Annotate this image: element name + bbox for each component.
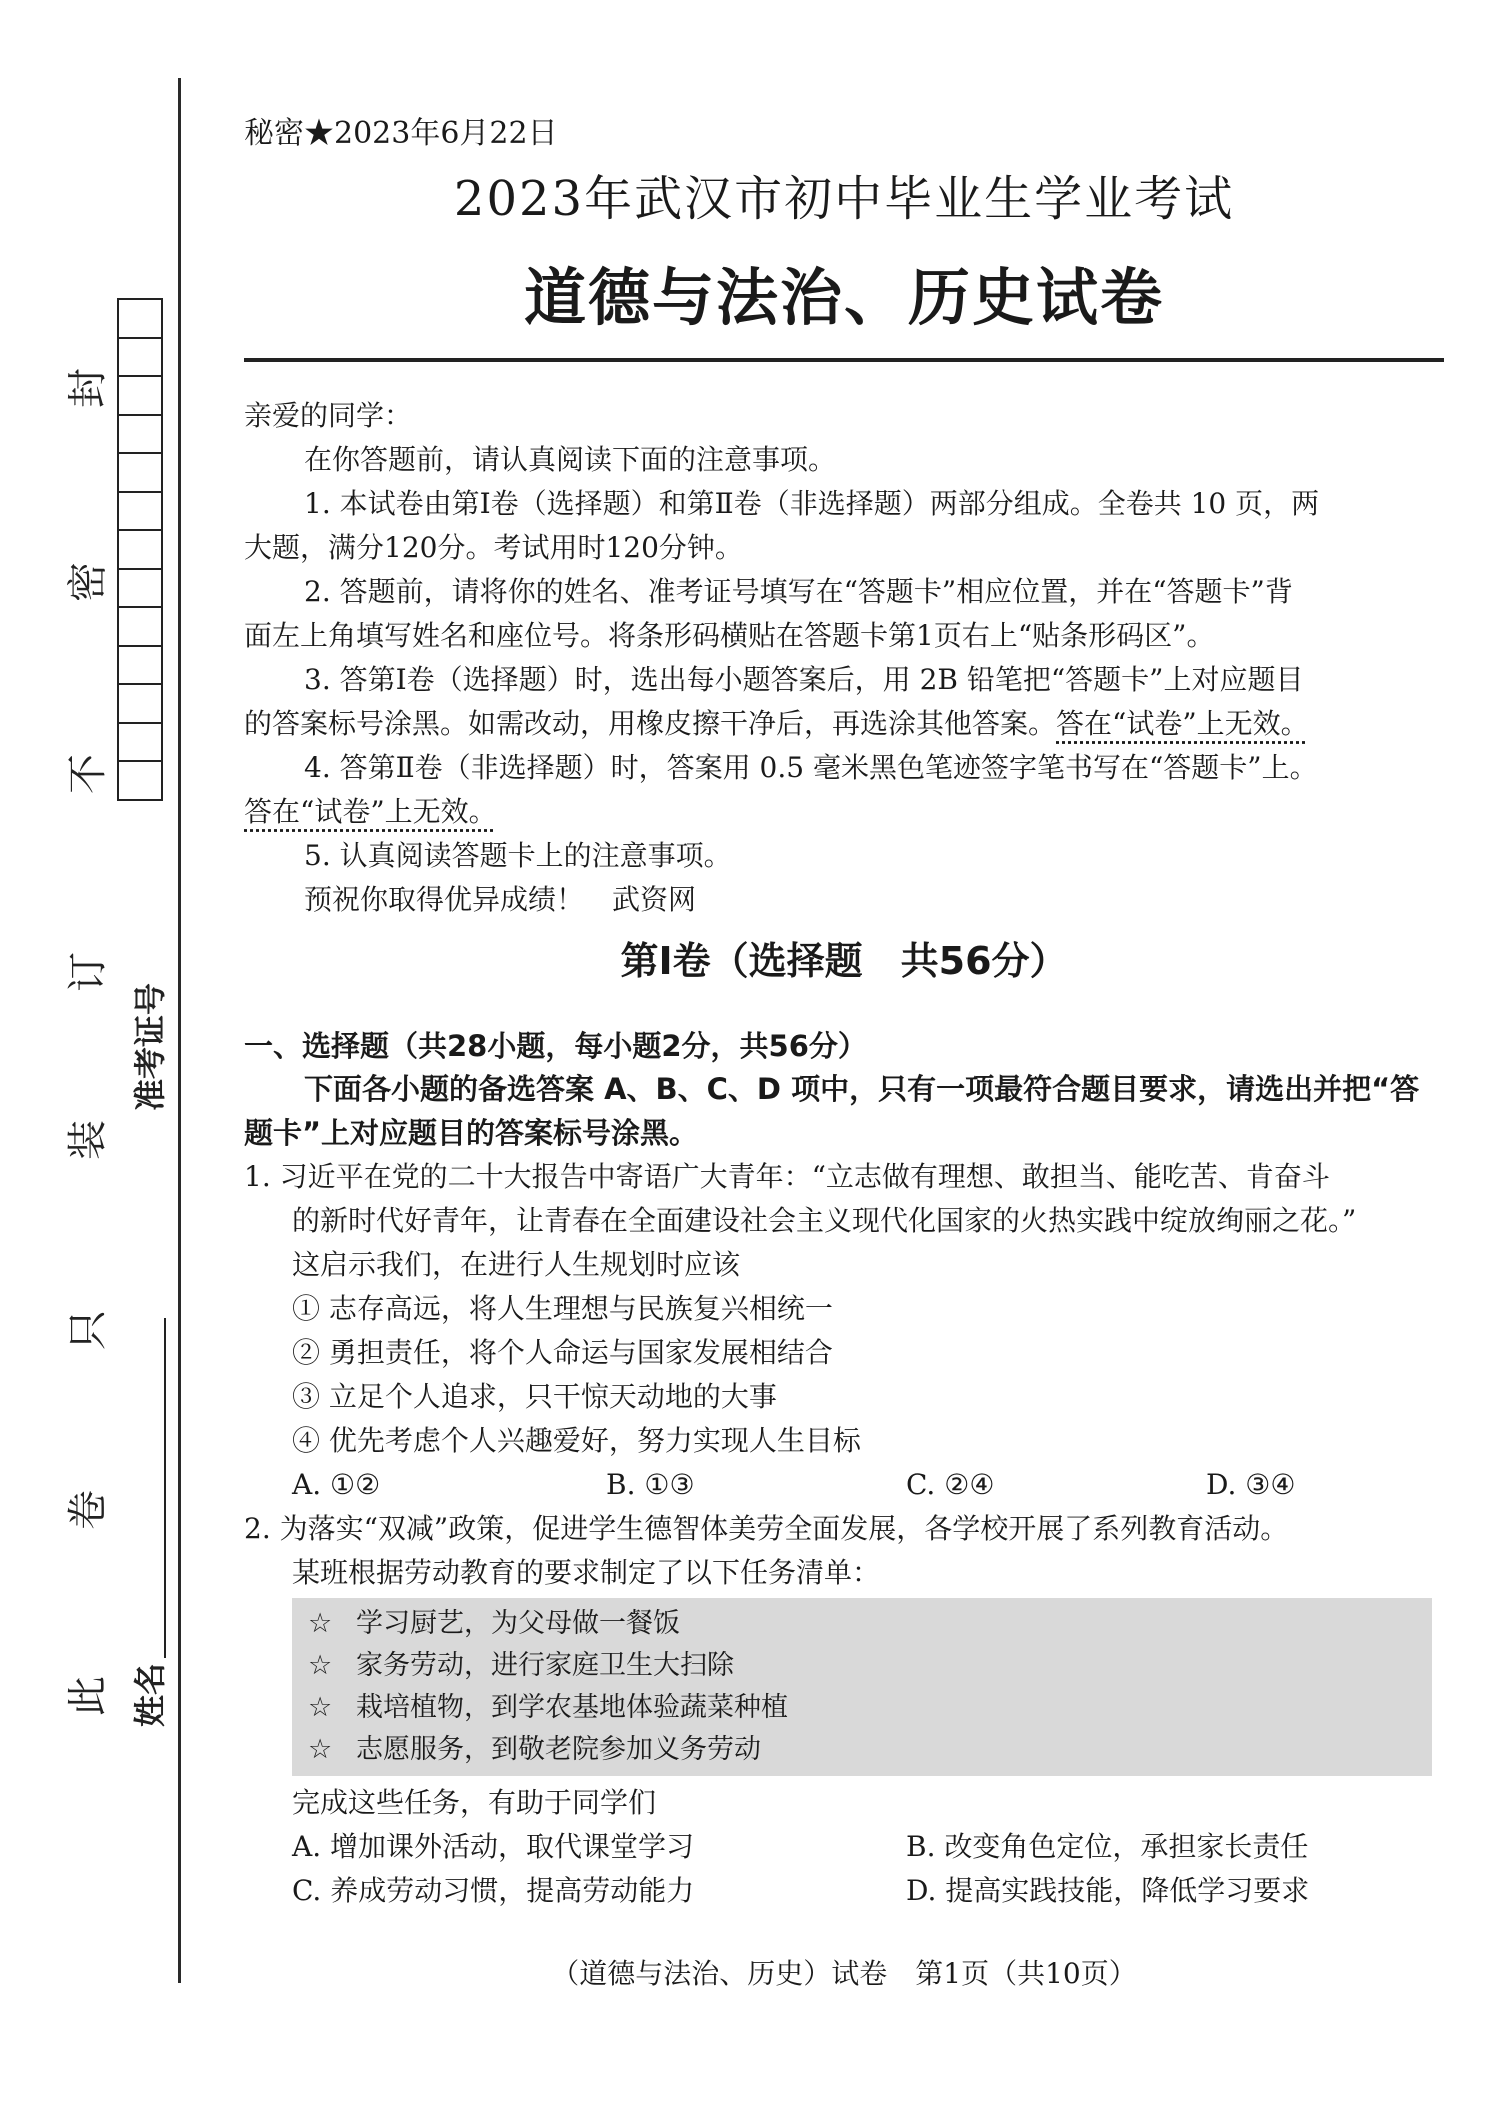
notice-item-4: 4. 答第Ⅱ卷（非选择题）时，答案用 0.5 毫米黑色笔迹签字笔书写在“答题卡”上。 [304, 751, 1318, 784]
star-icon: ☆ [308, 1734, 333, 1765]
seal-char: 密 [65, 562, 111, 602]
notice-item-1-cont: 大题，满分120分。考试用时120分钟。 [244, 531, 743, 564]
q1-option-d[interactable]: D. ③④ [1206, 1468, 1296, 1501]
q1-option-b[interactable]: B. ①③ [606, 1468, 695, 1501]
seal-char: 不 [65, 754, 111, 794]
q1-option-a[interactable]: A. ①② [292, 1468, 381, 1501]
notice-item-5: 5. 认真阅读答题卡上的注意事项。 [304, 839, 732, 872]
seal-char: 装 [65, 1120, 111, 1160]
q2-option-c[interactable]: C. 养成劳动习惯，提高劳动能力 [292, 1874, 695, 1907]
seal-char: 只 [65, 1310, 111, 1350]
section-heading: 一、选择题（共28小题，每小题2分，共56分） [244, 1029, 867, 1063]
q2-option-d[interactable]: D. 提高实践技能，降低学习要求 [906, 1874, 1310, 1907]
notice-intro: 在你答题前，请认真阅读下面的注意事项。 [304, 443, 837, 476]
seal-char: 卷 [65, 1490, 111, 1530]
binding-line [178, 78, 181, 1983]
notice-item-4-cont: 答在“试卷”上无效。 [244, 795, 497, 828]
part1-title: 第Ⅰ卷（选择题 共56分） [620, 939, 1068, 983]
seal-char: 订 [65, 952, 111, 992]
q2-stem-cont: 某班根据劳动教育的要求制定了以下任务清单： [292, 1556, 881, 1589]
task-item: ☆ 栽培植物，到学农基地体验蔬菜种植 [308, 1688, 788, 1728]
q1-statement-2: ② 勇担责任，将个人命运与国家发展相结合 [292, 1336, 833, 1369]
star-icon: ☆ [308, 1650, 333, 1681]
task-item: ☆ 家务劳动，进行家庭卫生大扫除 [308, 1646, 734, 1686]
section-instruction: 下面各小题的备选答案 A、B、C、D 项中，只有一项最符合题目要求，请选出并把“答 [304, 1072, 1420, 1106]
watermark-text: 武资网 [612, 883, 697, 916]
id-number-label: 准考证号 [131, 983, 169, 1112]
q1-stem: 1. 习近平在党的二十大报告中寄语广大青年：“立志做有理想、敢担当、能吃苦、肯奋斗 [244, 1160, 1330, 1193]
star-icon: ☆ [308, 1692, 333, 1723]
q1-statement-4: ④ 优先考虑个人兴趣爱好，努力实现人生目标 [292, 1424, 861, 1457]
q2-option-b[interactable]: B. 改变角色定位，承担家长责任 [906, 1830, 1309, 1863]
name-line[interactable] [164, 1318, 166, 1658]
header-rule [244, 358, 1444, 362]
seal-char: 封 [65, 368, 111, 408]
q1-statement-3: ③ 立足个人追求，只干惊天动地的大事 [292, 1380, 777, 1413]
notice-greeting: 亲爱的同学： [244, 399, 413, 432]
name-label: 姓名 [131, 1663, 169, 1728]
star-icon: ☆ [308, 1608, 333, 1639]
q2-stem: 2. 为落实“双减”政策，促进学生德智体美劳全面发展，各学校开展了系列教育活动。 [244, 1512, 1289, 1545]
notice-item-2: 2. 答题前，请将你的姓名、准考证号填写在“答题卡”相应位置，并在“答题卡”背 [304, 575, 1293, 608]
notice-item-3-cont: 的答案标号涂黑。如需改动，用橡皮擦干净后，再选涂其他答案。答在“试卷”上无效。 [244, 707, 1309, 740]
page-footer: （道德与法治、历史）试卷 第1页（共10页） [551, 1957, 1137, 1990]
section-instruction-cont: 题卡”上对应题目的答案标号涂黑。 [244, 1116, 699, 1150]
q2-option-a[interactable]: A. 增加课外活动，取代课堂学习 [292, 1830, 695, 1863]
q1-stem-cont: 的新时代好青年，让青春在全面建设社会主义现代化国家的火热实践中绽放绚丽之花。” [292, 1204, 1357, 1237]
seal-char: 此 [65, 1676, 111, 1716]
task-item: ☆ 学习厨艺，为父母做一餐饭 [308, 1604, 680, 1644]
q2-stem-cont: 完成这些任务，有助于同学们 [292, 1786, 657, 1819]
notice-item-1: 1. 本试卷由第Ⅰ卷（选择题）和第Ⅱ卷（非选择题）两部分组成。全卷共 10 页，两 [304, 487, 1320, 520]
q1-stem-cont: 这启示我们，在进行人生规划时应该 [292, 1248, 741, 1281]
exam-title: 2023年武汉市初中毕业生学业考试 [453, 171, 1235, 227]
notice-wish: 预祝你取得优异成绩！ 武资网 [304, 883, 697, 916]
task-item: ☆ 志愿服务，到敬老院参加义务劳动 [308, 1730, 761, 1770]
q1-statement-1: ① 志存高远，将人生理想与民族复兴相统一 [292, 1292, 833, 1325]
paper-title: 道德与法治、历史试卷 [523, 261, 1164, 334]
notice-item-2-cont: 面左上角填写姓名和座位号。将条形码横贴在答题卡第1页右上“贴条形码区”。 [244, 619, 1215, 652]
notice-item-3: 3. 答第Ⅰ卷（选择题）时，选出每小题答案后，用 2B 铅笔把“答题卡”上对应题目 [304, 663, 1304, 696]
q1-option-c[interactable]: C. ②④ [906, 1468, 995, 1501]
id-number-boxes[interactable] [117, 298, 163, 801]
secret-date: 秘密★2023年6月22日 [244, 116, 558, 151]
